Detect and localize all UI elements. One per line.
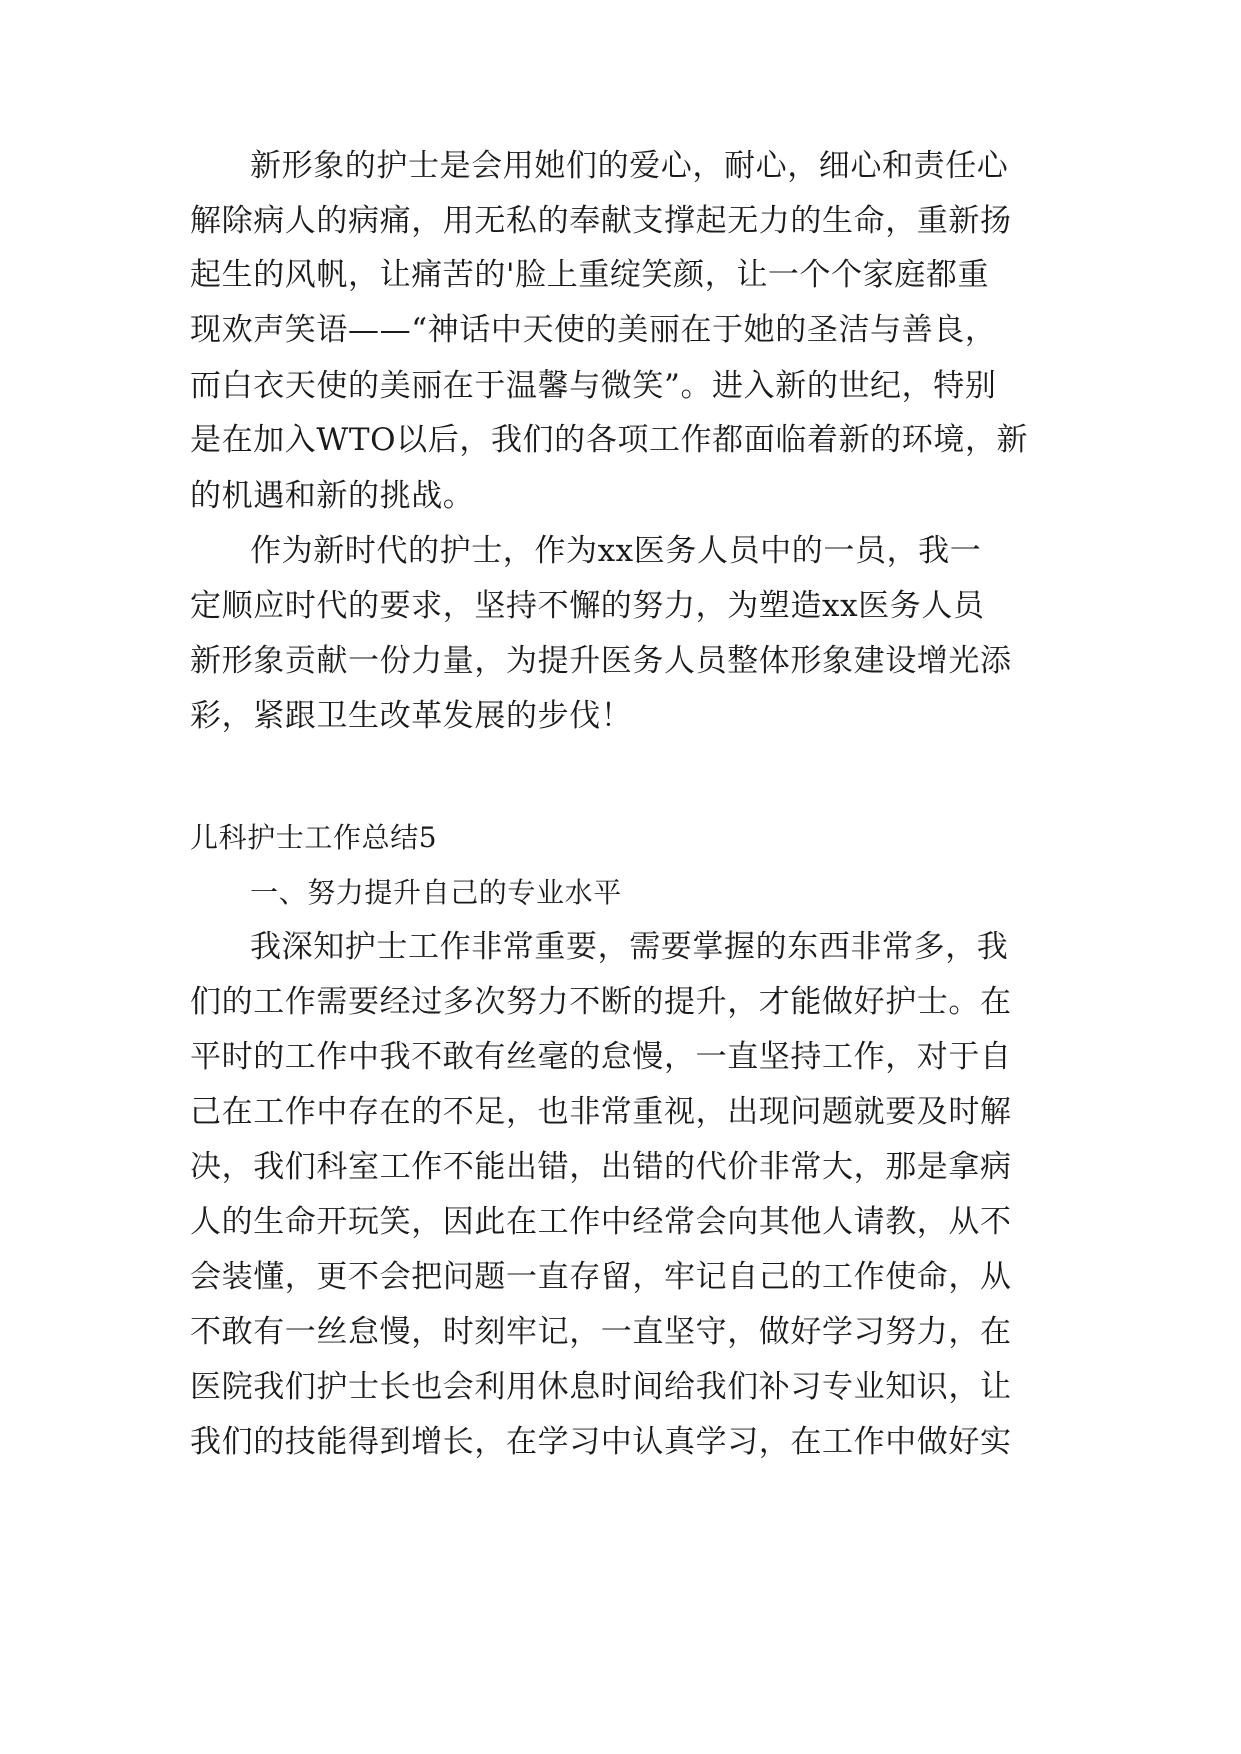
- paragraph-1-line-1: 新形象的护士是会用她们的爱心，耐心，细心和责任心: [250, 148, 1009, 184]
- paragraph-2-line-2: 定顺应时代的要求，坚持不懈的努力，为塑造xx医务人员: [190, 588, 985, 624]
- paragraph-3-line-6: 人的生命开玩笑，因此在工作中经常会向其他人请教，从不: [190, 1204, 1012, 1240]
- paragraph-3-line-4: 己在工作中存在的不足，也非常重视，出现问题就要及时解: [190, 1094, 1012, 1130]
- paragraph-3-line-1: 我深知护士工作非常重要，需要掌握的东西非常多，我: [250, 929, 1009, 965]
- paragraph-3-line-7: 会装懂，更不会把问题一直存留，牢记自己的工作使命，从: [190, 1259, 1012, 1295]
- paragraph-1-line-7: 的机遇和新的挑战。: [190, 478, 475, 514]
- paragraph-3-line-3: 平时的工作中我不敢有丝毫的怠慢，一直坚持工作，对于自: [190, 1039, 1012, 1075]
- paragraph-3-line-8: 不敢有一丝怠慢，时刻牢记，一直坚守，做好学习努力，在: [190, 1314, 1012, 1350]
- paragraph-1-line-5: 而白衣天使的美丽在于温馨与微笑”。进入新的世纪，特别: [190, 368, 997, 404]
- paragraph-3-line-9: 医院我们护士长也会利用休息时间给我们补习专业知识，让: [190, 1369, 1012, 1405]
- paragraph-3-line-5: 决，我们科室工作不能出错，出错的代价非常大，那是拿病: [190, 1149, 1012, 1185]
- paragraph-2-line-4: 彩，紧跟卫生改革发展的步伐！: [190, 698, 633, 734]
- paragraph-1-line-3: 起生的风帆，让痛苦的'脸上重绽笑颜，让一个个家庭都重: [190, 257, 990, 293]
- section-subheading: 一、努力提升自己的专业水平: [250, 876, 622, 909]
- section-title: 儿科护士工作总结5: [190, 821, 438, 854]
- paragraph-2-line-3: 新形象贡献一份力量，为提升医务人员整体形象建设增光添: [190, 643, 1012, 679]
- paragraph-2-line-1: 作为新时代的护士，作为xx医务人员中的一员，我一: [250, 533, 982, 569]
- paragraph-1-line-4: 现欢声笑语——“神话中天使的美丽在于她的圣洁与善良，: [190, 312, 997, 348]
- paragraph-1-line-6: 是在加入WTO以后，我们的各项工作都面临着新的环境，新: [190, 422, 1029, 458]
- paragraph-3-line-2: 们的工作需要经过多次努力不断的提升，才能做好护士。在: [190, 984, 1012, 1020]
- paragraph-1-line-2: 解除病人的病痛，用无私的奉献支撑起无力的生命，重新扬: [190, 203, 1012, 239]
- paragraph-3-line-10: 我们的技能得到增长，在学习中认真学习，在工作中做好实: [190, 1424, 1012, 1460]
